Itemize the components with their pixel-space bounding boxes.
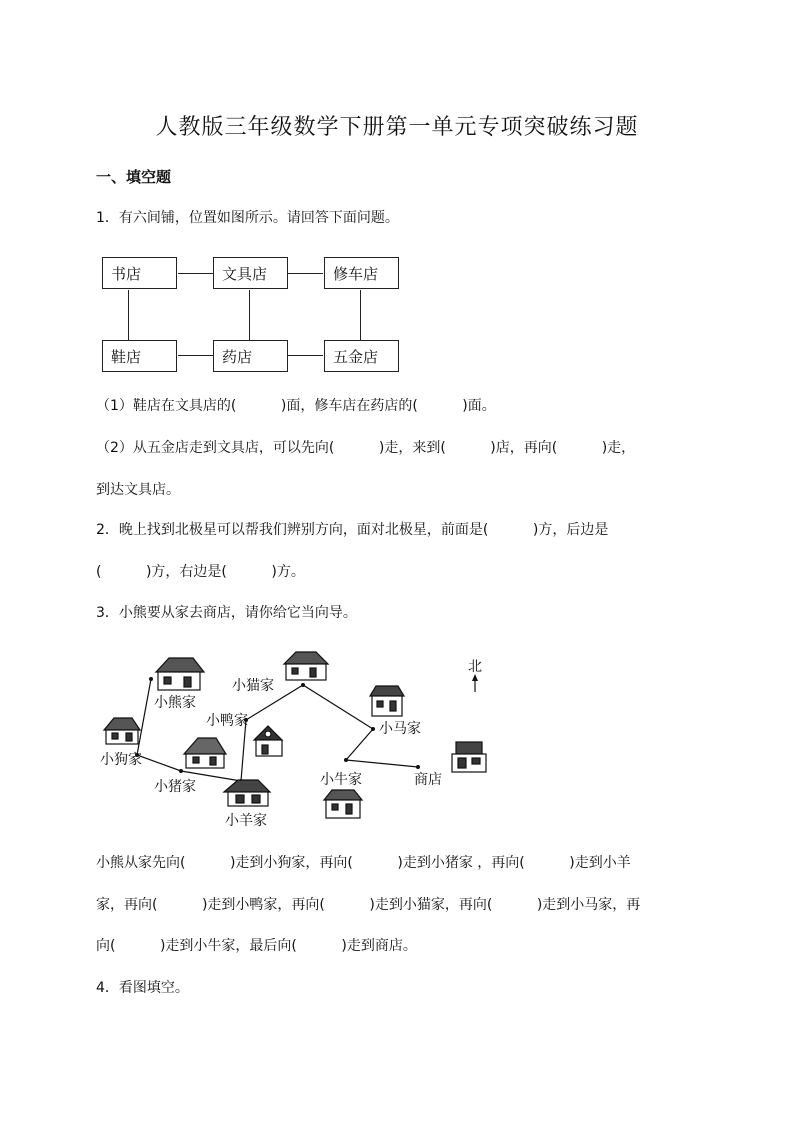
pig-house-icon (184, 738, 226, 768)
question-2-line2: ( )方，右边是( )方。 (96, 564, 305, 580)
shop-hardware: 五金店 (324, 340, 399, 372)
cow-house-icon (324, 790, 362, 818)
sheep-house-icon (224, 780, 270, 806)
connector-line (360, 290, 361, 340)
label-horse-house: 小马家 (379, 721, 421, 737)
connector-line (178, 355, 213, 356)
question-4-stem: 4．看图填空。 (96, 980, 189, 996)
connector-line (178, 273, 213, 274)
question-3-answer-line3: 向( )走到小牛家，最后向( )走到商店。 (96, 938, 417, 954)
connector-line (128, 290, 129, 340)
shop-bike-repair: 修车店 (324, 257, 399, 289)
duck-house-icon (254, 726, 282, 756)
question-1-part-2-line1: （2）从五金店走到文具店，可以先向( )走，来到( )店，再向( )走， (96, 440, 636, 456)
shop-pharmacy: 药店 (213, 340, 288, 372)
label-bear-house: 小熊家 (154, 695, 196, 711)
label-shop: 商店 (414, 772, 442, 788)
question-1-part-2-line2: 到达文具店。 (96, 482, 180, 498)
question-3-stem: 3．小熊要从家去商店，请你给它当向导。 (96, 605, 357, 621)
connector-line (288, 355, 323, 356)
question-1-stem: 1．有六间铺，位置如图所示。请回答下面问题。 (96, 210, 399, 226)
section-heading: 一、填空题 (96, 168, 172, 186)
question-2-line1: 2．晚上找到北极星可以帮我们辨别方向，面对北极星，前面是( )方，后边是 (96, 522, 609, 538)
label-sheep-house: 小羊家 (225, 813, 267, 829)
connector-line (288, 273, 323, 274)
label-duck-house: 小鸭家 (206, 713, 248, 729)
north-label: 北 (468, 659, 482, 675)
shop-bookstore: 书店 (102, 257, 177, 289)
shop-building-icon (452, 742, 486, 772)
bear-house-icon (156, 658, 204, 690)
question-3-answer-line1: 小熊从家先向( )走到小狗家，再向( )走到小猪家 ，再向( )走到小羊 (96, 855, 631, 871)
page-title: 人教版三年级数学下册第一单元专项突破练习题 (155, 115, 639, 140)
horse-house-icon (370, 686, 404, 716)
dog-house-icon (104, 718, 140, 744)
label-dog-house: 小狗家 (100, 752, 142, 768)
shop-stationery: 文具店 (213, 257, 288, 289)
connector-line (249, 290, 250, 340)
route-map-drawing (96, 650, 716, 835)
label-cat-house: 小猫家 (232, 678, 274, 694)
question-3-answer-line2: 家，再向( )走到小鸭家，再向( )走到小猫家，再向( )走到小马家，再 (96, 897, 641, 913)
label-pig-house: 小猪家 (154, 779, 196, 795)
cat-house-icon (284, 652, 328, 680)
question-1-part-1: （1）鞋店在文具店的( )面，修车店在药店的( )面。 (96, 398, 496, 414)
route-map (96, 650, 716, 835)
shop-shoes: 鞋店 (102, 340, 177, 372)
label-cow-house: 小牛家 (320, 772, 362, 788)
